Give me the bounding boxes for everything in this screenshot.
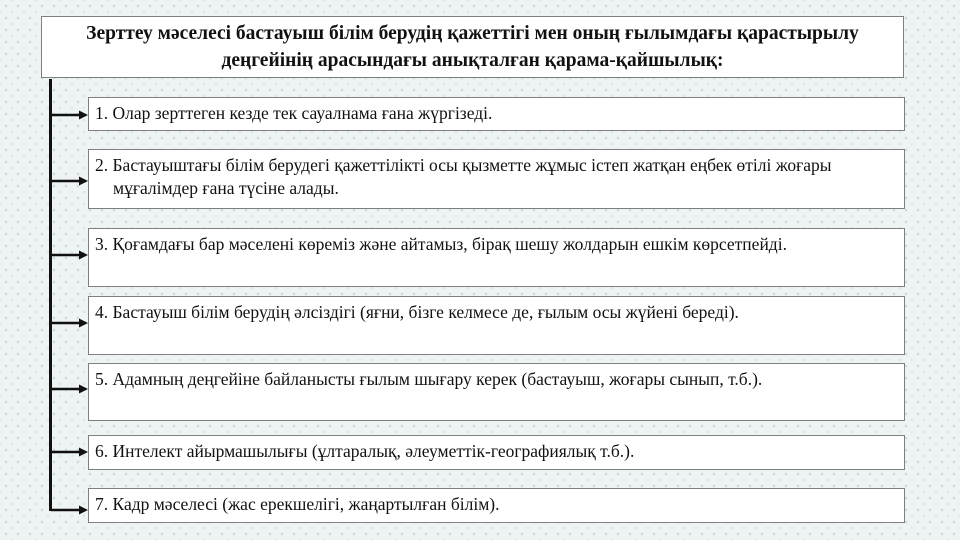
title-box <box>41 16 904 78</box>
item-box-3 <box>88 228 905 287</box>
connector-arrow-1 <box>51 103 88 127</box>
item-text-7: 7. Кадр мәселесі (жас ерекшелігі, жаңартылған білім). <box>95 494 500 514</box>
item-text-4: 4. Бастауыш білім берудің әлсіздігі (яғни, бізге келмесе де, ғылым осы жүйені береді). <box>95 302 739 322</box>
item-text-5: 5. Адамның деңгейіне байланысты ғылым шығару керек (бастауыш, жоғары сынып, т.б.). <box>95 369 763 389</box>
connector-arrow-2 <box>51 169 88 193</box>
item-text-2: 2. Бастауыштағы білім берудегі қажеттілікті осы қызметте жұмыс істеп жатқан еңбек өтілі жоғары мұғалімдер ғана түсіне алады. <box>95 155 832 198</box>
connector-arrow-6 <box>51 440 88 464</box>
connector-arrow-5 <box>51 377 88 401</box>
item-text-1: 1. Олар зерттеген кезде тек сауалнама ғана жүргізеді. <box>95 103 493 123</box>
item-text-6: 6. Интелект айырмашылығы (ұлтаралық, әлеуметтік-географиялық т.б.). <box>95 441 635 461</box>
connector-arrow-4 <box>51 311 88 335</box>
connector-arrow-3 <box>51 243 88 267</box>
item-box-4 <box>88 296 905 355</box>
item-box-7 <box>88 488 905 523</box>
item-box-6 <box>88 435 905 470</box>
item-box-2 <box>88 149 905 209</box>
slide-title: Зерттеу мәселесі бастауыш білім берудің қажеттігі мен оның ғылымдағы қарастырылу деңгейінің арасындағы анықталған қарама-қайшылық: <box>86 23 859 71</box>
item-box-5 <box>88 363 905 421</box>
item-text-3: 3. Қоғамдағы бар мәселені көреміз және айтамыз, бірақ шешу жолдарын ешкім көрсетпейді. <box>95 234 787 254</box>
item-box-1 <box>88 97 905 131</box>
connector-arrow-7 <box>51 498 88 522</box>
